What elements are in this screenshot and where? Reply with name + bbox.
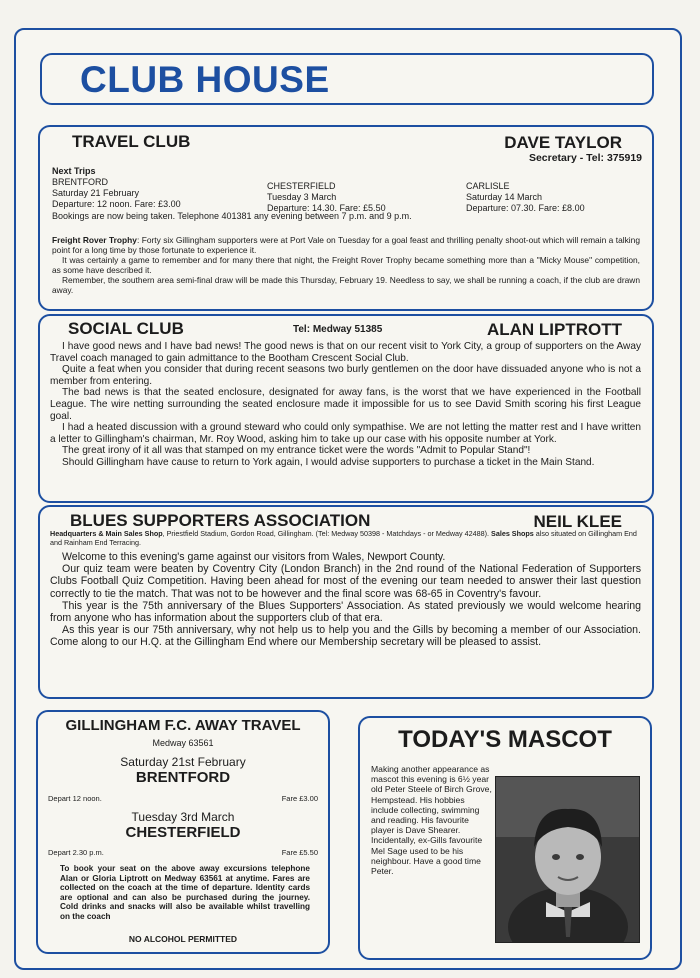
social-club-tel: Tel: Medway 51385	[293, 324, 383, 335]
blues-supporters-section	[38, 505, 654, 699]
trip-date: Tuesday 3 March	[267, 192, 337, 202]
booking-instructions: To book your seat on the above away excursions telephone Alan or Gloria Liptrott on Medway 63561 at anytime. Fares are collected on the coach at the time of departure. Identity cards are optional and can also be purchased during the journey. Cold drinks and snacks will also be available whilst travelling on the coach	[60, 864, 310, 921]
hq-text: , Priestfield Stadium, Gordon Road, Gillingham. (Tel: Medway 50398 - Matchdays - or Medway 42488).	[162, 529, 490, 538]
trip-departure: Departure: 12 noon. Fare: £3.00	[52, 199, 181, 209]
trip2-fare: Fare £5.50	[281, 848, 318, 857]
travel-club-secretary-role: Secretary - Tel: 375919	[528, 152, 642, 164]
paragraph: This year is the 75th anniversary of the Blues Supporters' Association. As stated previously we would welcome hearing from anyone who has information about the supporters club of that era.	[50, 599, 641, 625]
trip-date: Saturday 21 February	[52, 188, 140, 198]
trip-departure: Departure: 07.30. Fare: £8.00	[466, 203, 585, 213]
paragraph: As this year is our 75th anniversary, why not help us to help you and the Gills by becoming a member of our Association. Come along to our H.Q. at the Gillingham End where our Membership secretary will be pleased to assist.	[50, 624, 641, 649]
travel-club-secretary-name: DAVE TAYLOR	[504, 133, 622, 152]
shops-text: also situated on Gillingham End and Rainham End Terracing.	[50, 529, 637, 547]
trip-brentford	[52, 177, 181, 210]
trip-departure: Departure: 14.30. Fare: £5.50	[267, 203, 386, 213]
paragraph: Our quiz team were beaten by Coventry City (London Branch) in the 2nd round of the National Federation of Supporters Clubs Football Quiz Competition. Having been ahead for most of the evening our team needed to answer their last question correctly to tie the match. That was not to be however and the final score was 68-65 in Coventry's favour.	[50, 563, 641, 600]
away-travel-section	[36, 710, 330, 954]
trip-carlisle	[466, 181, 585, 214]
mascot-photo	[495, 776, 640, 943]
paragraph: Welcome to this evening's game against our visitors from Wales, Newport County.	[62, 551, 446, 563]
hq-label: Headquarters & Main Sales Shop	[50, 529, 163, 538]
mascot-title: TODAY'S MASCOT	[398, 726, 612, 753]
trip1-date: Saturday 21st February	[120, 755, 246, 769]
blues-supporters-name: NEIL KLEE	[533, 512, 622, 531]
trip1-destination: BRENTFORD	[135, 769, 231, 786]
paragraph: Should Gillingham have cause to return to York again, I would advise supporters to purchase a ticket in the Main Stand.	[62, 456, 595, 468]
trophy-paragraph: : Forty six Gillingham supporters were at Port Vale on Tuesday for a goal feast and thrilling penalty shoot-out which will remain a talking point for a long time by those fortunate to experience it.	[52, 235, 640, 255]
trip2-depart: Depart 2.30 p.m.	[48, 848, 104, 857]
mascot-text: Making another appearance as mascot this evening is 6½ year old Peter Steele of Birch Grove, Hempstead. His hobbies include collecting, swimming and reading. His favourite player is Dave Shearer. Incidentally, ex-Gills favourite Mel Sage used to be his neighbour. Have a good time Peter.	[371, 764, 492, 877]
page-banner	[40, 53, 654, 105]
mascot-photo-image	[496, 777, 639, 942]
trip1-fare: Fare £3.00	[281, 794, 318, 803]
travel-club-text	[52, 235, 640, 295]
paragraph: I have good news and I have bad news! The good news is that on our recent visit to York City, a group of supporters on the Away Travel coach managed to gain admittance to the Bootham Crescent Social Club.	[50, 341, 641, 364]
trip-destination: BRENTFORD	[52, 177, 108, 187]
social-club-section	[38, 314, 654, 503]
trip1-depart: Depart 12 noon.	[48, 794, 102, 803]
trophy-paragraph-3: Remember, the southern area semi-final draw will be made this Thursday, February 19. Needless to say, we shall be running a coach, if the club are drawn away.	[52, 275, 640, 295]
blues-hq-note	[50, 530, 642, 547]
social-club-name: ALAN LIPTROTT	[486, 320, 622, 339]
trip2-destination: CHESTERFIELD	[125, 824, 241, 841]
paragraph: The great irony of it all was that stamped on my entrance ticket were the words "Admit to Popular Stand"!	[62, 445, 531, 457]
page-title: CLUB HOUSE	[80, 59, 330, 100]
paragraph: Quite a feat when you consider that during recent seasons two burly gentlemen on the door have dissuaded anyone who is not a member from entering.	[50, 364, 641, 387]
social-club-text	[50, 341, 641, 469]
trip-destination: CHESTERFIELD	[267, 181, 336, 191]
travel-club-title: TRAVEL CLUB	[72, 132, 191, 151]
shops-label: Sales Shops	[491, 529, 534, 538]
next-trips-label: Next Trips	[52, 166, 96, 176]
trip-destination: CARLISLE	[466, 181, 510, 191]
social-club-title: SOCIAL CLUB	[68, 319, 184, 338]
trophy-paragraph-2: It was certainly a game to remember and for many there that night, the Freight Rover Trophy became something more than a "Micky Mouse" competition, as some have described it.	[52, 255, 640, 275]
blues-supporters-text	[50, 551, 641, 649]
bookings-note: Bookings are now being taken. Telephone 401381 any evening between 7 p.m. and 9 p.m.	[52, 211, 412, 221]
trip-chesterfield	[267, 181, 386, 214]
trip2-date: Tuesday 3rd March	[131, 810, 235, 824]
no-alcohol-notice: NO ALCOHOL PERMITTED	[128, 934, 238, 944]
paragraph: The bad news is that the seated enclosure, designated for away fans, is the worst that we have experienced in the Football League. The wire netting surrounding the seated enclosure made it impossible for us to see David Smith scoring his first League goal.	[50, 387, 641, 422]
trip-date: Saturday 14 March	[466, 192, 543, 202]
away-travel-title: GILLINGHAM F.C. AWAY TRAVEL	[65, 717, 301, 734]
blues-supporters-title: BLUES SUPPORTERS ASSOCIATION	[70, 511, 371, 530]
travel-club-section	[38, 125, 654, 311]
away-travel-phone: Medway 63561	[152, 738, 214, 748]
trophy-label: Freight Rover Trophy	[52, 235, 137, 245]
paragraph: I had a heated discussion with a ground steward who could only sympathise. We are not letting the matter rest and I have written a letter to Gillingham's chairman, Mr. Roy Wood, asking him to take up our case with his opposite number at York.	[50, 422, 641, 445]
